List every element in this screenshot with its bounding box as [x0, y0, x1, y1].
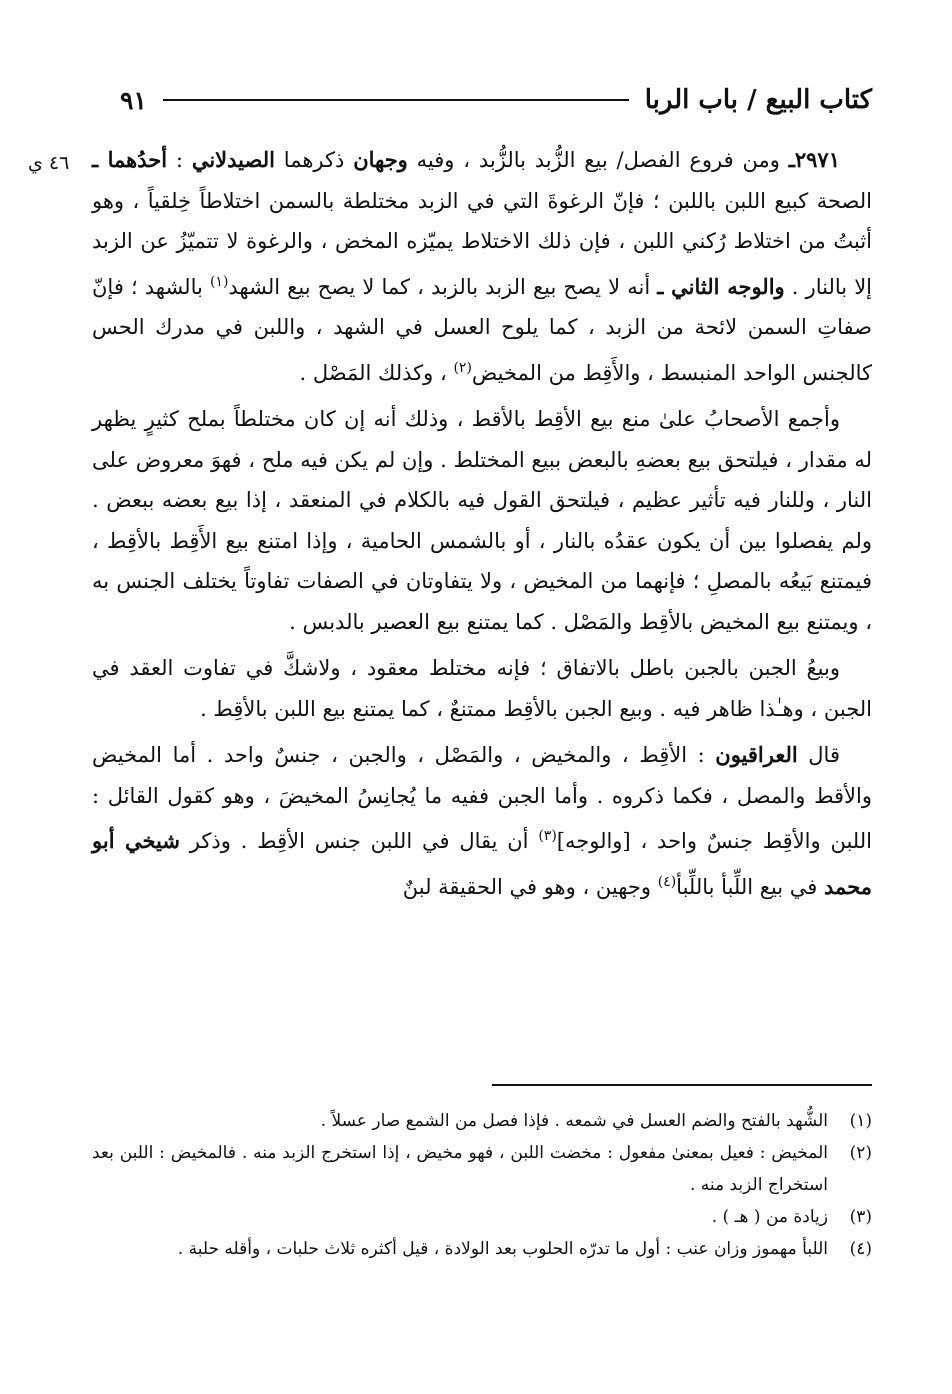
paragraph [92, 399, 872, 642]
footnote [92, 1137, 872, 1201]
text-run: ومن فروع الفصل/ بيع الزُّبد بالزُّبد ، وفيه [407, 148, 789, 172]
footnote [92, 1233, 872, 1265]
bold-term: شيخي أبو محمد [92, 828, 872, 899]
footnote [92, 1105, 872, 1137]
footnote-ref: (١) [209, 273, 229, 290]
footnote-text: الشُّهد بالفتح والضم العسل في شمعه . فإذا فصل من الشمع صار عسلاً . [320, 1111, 828, 1131]
bold-term: العراقيون [715, 742, 798, 767]
text-run: أنه لا يصح بيع الزبد بالزبد ، كما لا يصح بيع الشهد [228, 274, 658, 299]
text-run: ذكرهما [274, 148, 354, 172]
bold-term: والوجه الثاني ـ [657, 273, 785, 299]
bold-term: وجهان [353, 147, 408, 172]
main-text [92, 140, 872, 907]
paragraph [92, 648, 872, 729]
footnote [92, 1201, 872, 1233]
text-run: وبيعُ الجبن بالجبن باطل بالاتفاق ؛ فإنه مختلط معقود ، ولاشكَّ في تفاوت العقد في الجبن ، وهـٰذا ظاهر فيه . وبيع الجبن بالأقِط ممتنعٌ ، كما يمتنع بيع اللبن بالأقِط . [92, 656, 872, 721]
text-run: أن يقال في اللبن جنس الأقِط . وذكر [179, 829, 539, 853]
footnote-text: اللبأ مهموز وزان عنب : أول ما تدرّه الحلوب بعد الولادة ، قيل أكثره ثلاث حلبات ، وأقله حلبة . [177, 1239, 828, 1259]
footnote-ref: (٢) [453, 359, 472, 376]
text-run: الصحة كبيع اللبن باللبن ؛ فإنّ الرغوةَ التي في الزبد مختلطة بالسمن اختلاطاً خِلقياً ، وهو أثبتُ من اختلاط رُكني اللبن ، فإن ذلك الاختلاط يميّزه المخض ، والرغوة لا تتميّزُ عن الزبد إلا بالنار . [92, 188, 873, 299]
paragraph [92, 140, 872, 393]
footnote-number: (٤) [849, 1239, 872, 1259]
footnote-number: (٣) [849, 1207, 872, 1227]
footnote-text: المخيض : فعيل بمعنىٰ مفعول : مخضت اللبن ، فهو مخيض ، إذا استخرج الزبد منه . فالمخيض : اللبن بعد استخراج الزبد منه . [92, 1143, 828, 1195]
bold-term: ٢٩٧١ـ [788, 147, 840, 172]
bold-term: أحدُهما ـ [92, 147, 168, 172]
header-rule [163, 99, 629, 101]
text-run: : [167, 148, 192, 172]
page-number: ٩١ [120, 85, 147, 115]
text-run: ، وكذلك المَصْل . [299, 360, 454, 385]
text-run: بالشهد ؛ فإنّ صفاتِ السمن لائحة من الزبد ، كما يلوح العسل في الشهد ، واللبن في مدرك الحس كالجنس الواحد المنبسط ، والأَقِط من المخيض [92, 274, 872, 385]
footnote-separator [492, 1084, 872, 1086]
paragraph [92, 735, 872, 907]
footnote-ref: (٤) [657, 873, 677, 890]
text-run: في بيع اللِّبأ باللِّبأ [676, 874, 825, 899]
manuscript-folio-note: ٤٦ ي [28, 152, 70, 174]
bold-term: الصيدلاني [191, 147, 275, 172]
text-run: وأجمع الأصحابُ علىٰ منع بيع الأقِط بالأقط ، وذلك أنه إن كان مختلطاً بملح كثيرٍ يظهر له مقدار ، فيلتحق بيع بعضهِ بالبعض ببيع المختلط . وإن لم يكن فيه ملح ، فهوَ معروض على النار ، وللنار فيه تأثير عظيم ، فيلتحق القول فيه بالكلام في المنعقد ، إذا بيع بعضه ببعض . ولم يفصلوا بين أن يكون عقدُه بالنار ، أو بالشمس الحامية ، وإذا امتنع بيع الأَقِط بالأقِط ، فيمتنع بَيعُه بالمصلِ ؛ فإنهما من المخيض ، ولا يتفاوتان في الصفات تفاوتاً يختلف الجنس به ، ويمتنع بيع المخيض بالأقِط والمَصْل . كما يمتنع بيع العصير بالدبس . [92, 407, 872, 634]
footnote-number: (١) [849, 1111, 872, 1131]
running-header [120, 80, 872, 120]
chapter-title: كتاب البيع / باب الربا [644, 85, 872, 115]
footnotes [92, 1105, 872, 1265]
text-run: : الأقِط ، والمخيض ، والمَصْل ، والجبن ، جنسٌ واحد . أما المخيض والأقط والمصل ، فكما ذكروه . وأما الجبن ففيه ما يُجانِسُ المخيضَ ، وهو كقول القائل : اللبن والأقِط جنسٌ واحد ، [والوجه] [92, 743, 872, 853]
text-run: قال [797, 743, 840, 767]
text-run: وجهين ، وهو في الحقيقة لبنٌ [402, 874, 658, 899]
footnote-ref: (٣) [538, 828, 557, 844]
footnote-number: (٢) [849, 1143, 872, 1163]
footnote-text: زيادة من ( هـ ) . [711, 1207, 828, 1227]
